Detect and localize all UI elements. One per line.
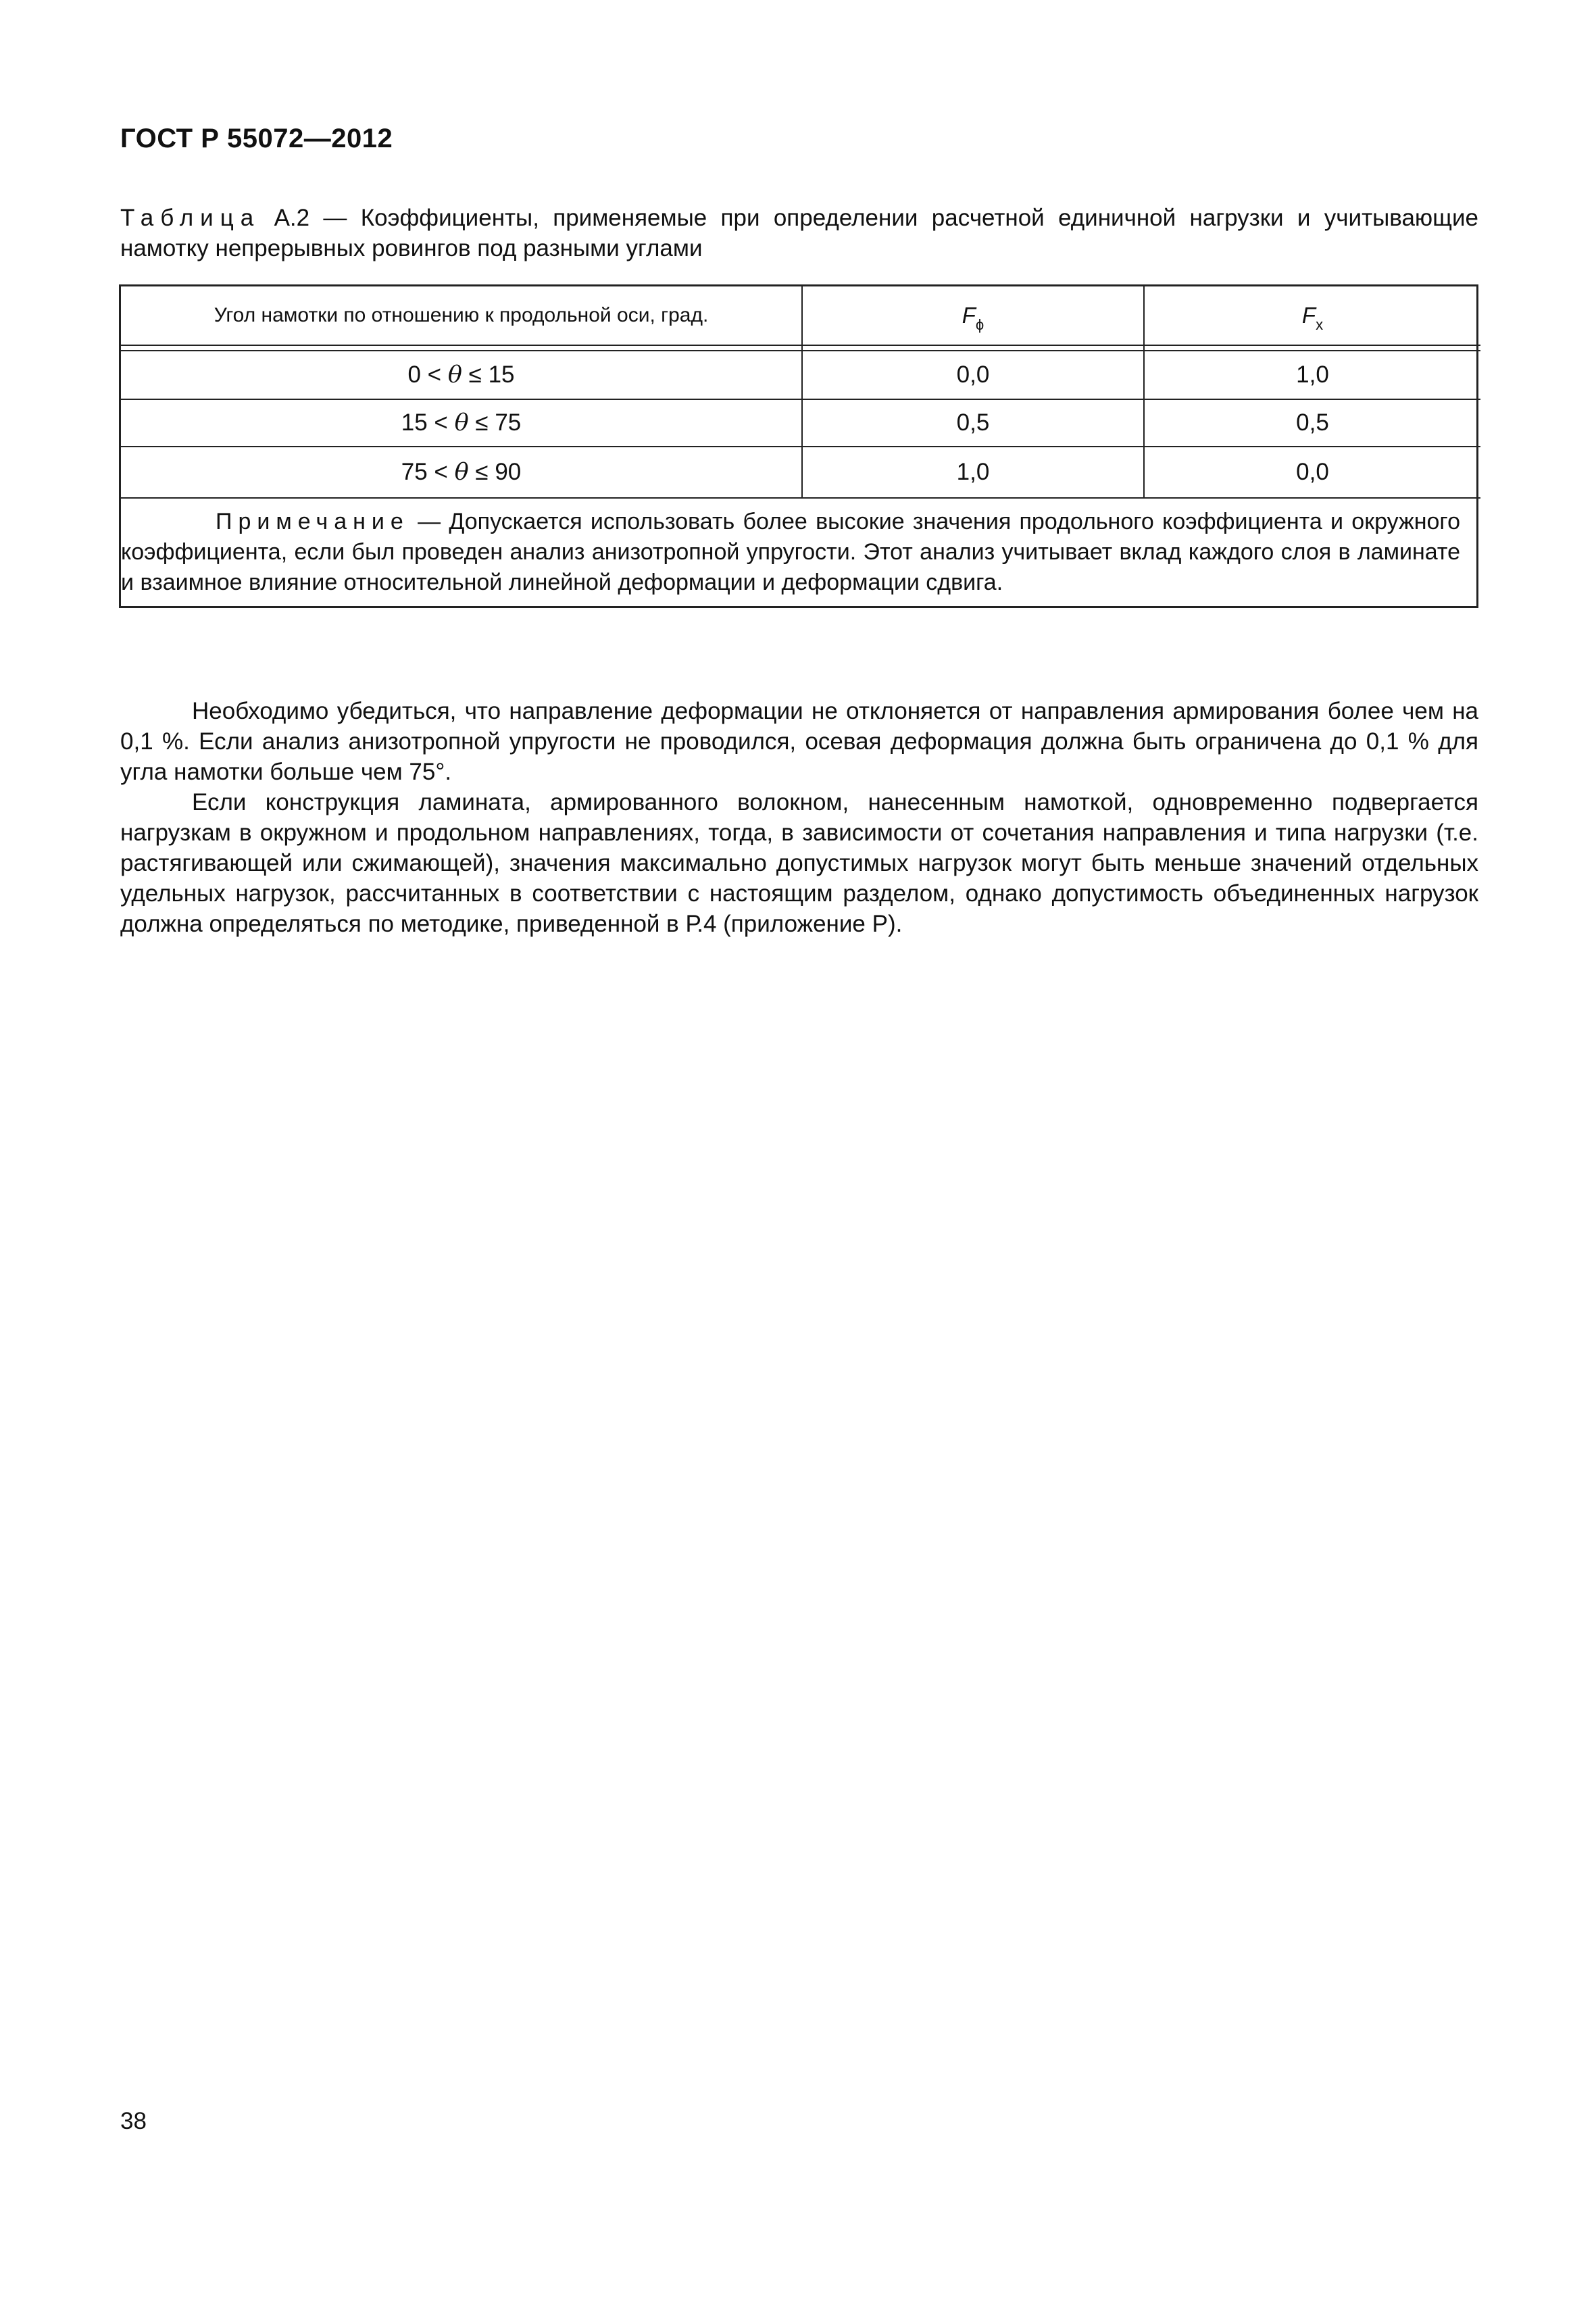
f-phi-cell: 1,0	[802, 447, 1144, 498]
f-x-symbol: F	[1301, 303, 1316, 328]
document-id-header: ГОСТ Р 55072—2012	[120, 124, 393, 153]
f-x-cell: 0,5	[1144, 399, 1480, 447]
f-phi-subscript: ϕ	[975, 316, 984, 333]
f-x-cell: 0,0	[1144, 447, 1480, 498]
table-row	[121, 447, 1480, 498]
f-phi-symbol: F	[962, 303, 976, 328]
angle-range-cell: 0 < θ ≤ 15	[121, 351, 802, 399]
table-caption-title: А.2 — Коэффициенты, применяемые при определении расчетной единичной нагрузки и учитывающие намотку непрерывных ровингов под разными углами	[120, 205, 1478, 261]
table-row	[121, 351, 1480, 399]
header-f-x	[1144, 286, 1480, 345]
table-caption-label: Таблица	[120, 205, 261, 231]
note-label: Примечание	[216, 509, 409, 534]
header-f-phi	[802, 286, 1144, 345]
angle-range-cell: 15 < θ ≤ 75	[121, 399, 802, 447]
table-row	[121, 399, 1480, 447]
body-text	[120, 696, 1478, 939]
f-x-subscript: x	[1316, 316, 1324, 333]
table-caption	[120, 203, 1478, 263]
header-winding-angle: Угол намотки по отношению к продольной оси, град.	[121, 286, 802, 345]
f-x-cell: 1,0	[1144, 351, 1480, 399]
coefficients-table	[119, 284, 1478, 608]
note-text: — Допускается использовать более высокие значения продольного коэффициента и окружного коэффициента, если был проведен анализ анизотропной упругости. Этот анализ учитывает вклад каждого слоя в ламинате и взаимное влияние относительной линейной деформации и деформации сдвига.	[121, 509, 1460, 595]
angle-range-cell: 75 < θ ≤ 90	[121, 447, 802, 498]
paragraph-combined-loads: Если конструкция ламината, армированного волокном, нанесенным намоткой, одновременно подвергается нагрузкам в окружном и продольном направлениях, тогда, в зависимости от сочетания направления и типа нагрузки (т.е. растягивающей или сжимающей), значения максимально допустимых нагрузок могут быть меньше значений отдельных удельных нагрузок, рассчитанных в соответствии с настоящим разделом, однако допустимость объединенных нагрузок должна определяться по методике, приведенной в Р.4 (приложение Р).	[120, 789, 1478, 937]
paragraph-strain-direction: Необходимо убедиться, что направление деформации не отклоняется от направления армирования более чем на 0,1 %. Если анализ анизотропной упругости не проводился, осевая деформация должна быть ограничена до 0,1 % для угла намотки больше чем 75°.	[120, 698, 1478, 785]
f-phi-cell: 0,5	[802, 399, 1144, 447]
page-number: 38	[120, 2108, 147, 2134]
f-phi-cell: 0,0	[802, 351, 1144, 399]
header-double-rule	[121, 345, 1480, 351]
table-note-row	[121, 498, 1480, 606]
table-note	[121, 498, 1480, 606]
